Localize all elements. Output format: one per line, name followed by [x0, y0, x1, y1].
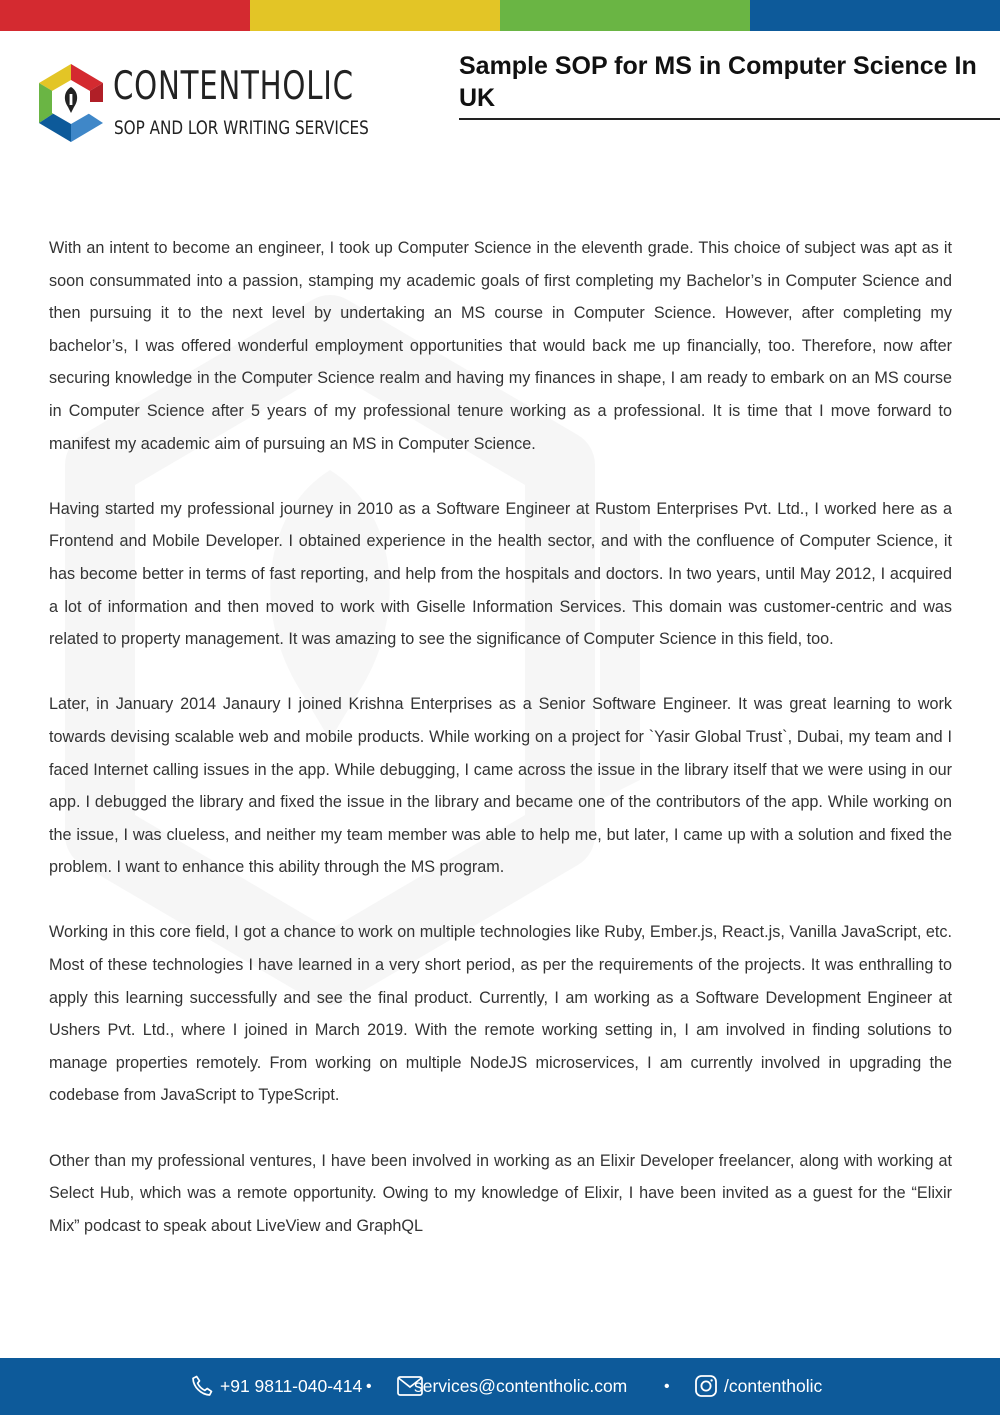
- separator-dot: •: [664, 1378, 670, 1395]
- title-underline: [459, 118, 1000, 120]
- color-bar-yellow: [250, 0, 500, 31]
- email-address[interactable]: services@contentholic.com: [414, 1376, 628, 1396]
- paragraph-1: With an intent to become an engineer, I took up Computer Science in the eleventh grade. This choice of subject was apt as it soon consummated into a passion, stamping my academic goals of first completing my Bachelor’s in Computer Science and then pursuing it to the next level by undertaking an MS course in Computer Science. However, after completing my bachelor’s, I was offered wonderful employment opportunities that would back me up financially, too. Therefore, now after securing knowledge in the Computer Science realm and having my finances in shape, I am ready to embark on an MS course in Computer Science after 5 years of my professional tenure working as a professional. It is time that I move forward to manifest my academic aim of pursuing an MS in Computer Science.: [49, 239, 952, 453]
- instagram-icon: [694, 1374, 718, 1398]
- brand-name: CONTENTHOLIC: [113, 64, 354, 109]
- contact-footer: [0, 1358, 1000, 1415]
- document-title: Sample SOP for MS in Computer Science In UK: [459, 52, 977, 112]
- color-bar-blue: [750, 0, 1000, 31]
- phone-icon: [190, 1374, 214, 1398]
- document-body: [49, 232, 952, 1275]
- paragraph-3: Later, in January 2014 Janaury I joined Krishna Enterprises as a Senior Software Engineer. It was great learning to work towards devising scalable web and mobile products. While working on a project for `Yasir Global Trust`, Dubai, my team and I faced Internet calling issues in the app. While debugging, I came across the issue in the library itself that we were using in our app. I debugged the library and fixed the issue in the library and became one of the contributors of the app. While working on the issue, I was clueless, and neither my team member was able to help me, but later, I came up with a solution and fixed the problem. I want to enhance this ability through the MS program.: [49, 695, 952, 877]
- brand-logo: [34, 62, 374, 148]
- top-color-bar: [0, 0, 1000, 31]
- contentholic-logo-icon: [34, 62, 108, 144]
- phone-number[interactable]: +91 9811-040-414: [220, 1376, 363, 1396]
- paragraph-5: Other than my professional ventures, I have been involved in working as an Elixir Developer freelancer, along with working at Select Hub, which was a remote opportunity. Owing to my knowledge of Elixir, I have been invited as a guest for the “Elixir Mix” podcast to speak about LiveView and GraphQL: [49, 1151, 952, 1235]
- brand-tagline: SOP AND LOR WRITING SERVICES: [114, 117, 369, 139]
- paragraph-4: Working in this core field, I got a chance to work on multiple technologies like Ruby, Ember.js, React.js, Vanilla JavaScript, etc. Most of these technologies I have learned in a very short period, as per the requirements of the projects. It was enthralling to apply this learning successfully and see the final product. Currently, I am working as a Software Development Engineer at Ushers Pvt. Ltd., where I joined in March 2019. With the remote working setting in, I am involved in finding solutions to manage properties remotely. From working on multiple NodeJS microservices, I am currently involved in upgrading the codebase from JavaScript to TypeScript.: [49, 923, 952, 1105]
- instagram-handle[interactable]: /contentholic: [724, 1376, 823, 1396]
- color-bar-red: [0, 0, 250, 31]
- paragraph-2: Having started my professional journey in 2010 as a Software Engineer at Rustom Enterprises Pvt. Ltd., I worked here as a Frontend and Mobile Developer. I obtained experience in the health sector, and with the confluence of Computer Science, it has become better in terms of fast reporting, and help from the hospitals and doctors. In two years, until May 2012, I acquired a lot of information and then moved to work with Giselle Information Services. This domain was customer-centric and was related to property management. It was amazing to see the significance of Computer Science in this field, too.: [49, 499, 952, 649]
- color-bar-green: [500, 0, 750, 31]
- separator-dot: •: [366, 1378, 372, 1395]
